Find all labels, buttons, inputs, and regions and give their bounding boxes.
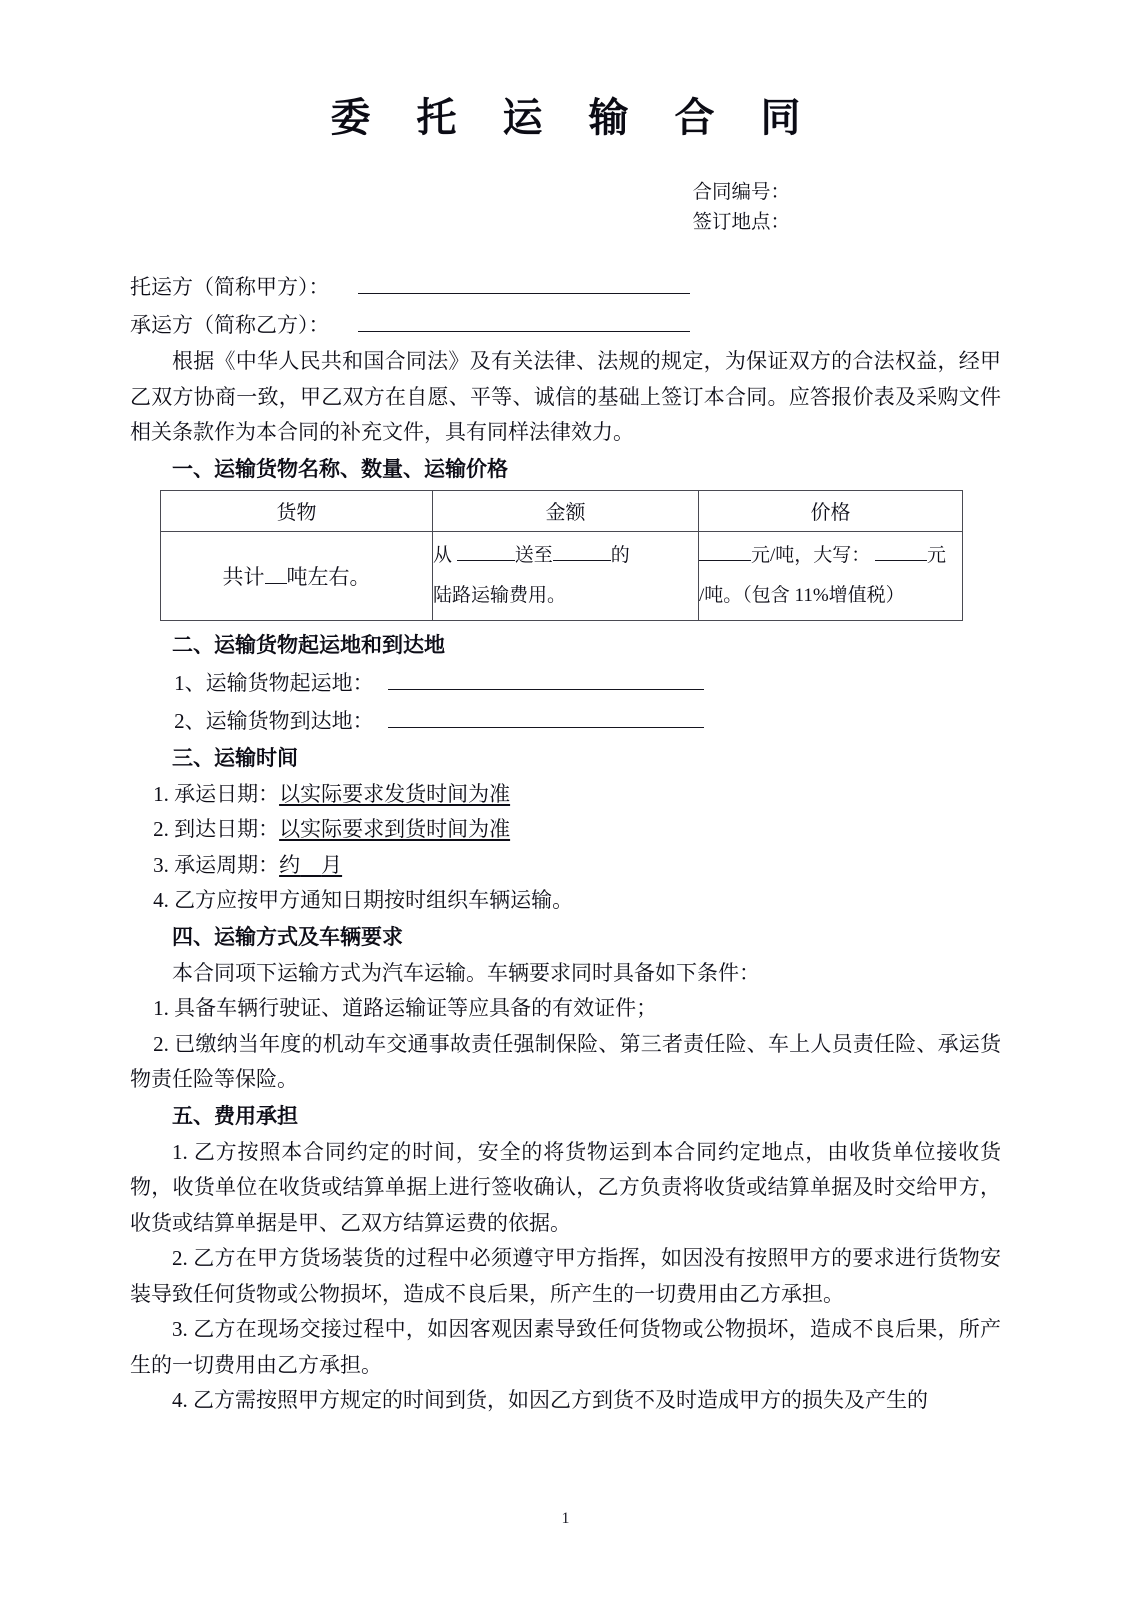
goods-quantity-blank[interactable] <box>265 583 287 584</box>
goods-table <box>160 490 963 621</box>
table-header-row <box>161 490 963 531</box>
page-number: 1 <box>561 1510 570 1527</box>
cell-price <box>699 531 963 620</box>
origin-blank-field[interactable] <box>388 666 704 689</box>
transport-date-line <box>130 777 1001 813</box>
field-line-destination <box>130 702 1001 740</box>
amount-from-text: 从 <box>433 544 453 566</box>
transport-cycle-line <box>130 848 1001 884</box>
amount-destination-blank[interactable] <box>553 560 611 561</box>
transport-item-four: 4. 乙方应按甲方通知日期按时组织车辆运输。 <box>153 888 574 912</box>
contract-number-label: 合同编号： <box>692 182 790 203</box>
party-line-carrier <box>130 306 1001 344</box>
carrier-label: 承运方（简称乙方）： <box>130 313 330 337</box>
section-heading-four: 四、运输方式及车辆要求 <box>172 924 403 949</box>
page-title: 委 托 运 输 合 同 <box>330 95 819 140</box>
column-header-amount: 金额 <box>433 490 699 531</box>
amount-tail-text: 陆路运输费用。 <box>433 584 567 606</box>
header-meta-fields <box>0 178 1131 238</box>
amount-origin-blank[interactable] <box>457 560 515 561</box>
transport-date-value: 以实际要求发货时间为准 <box>279 781 511 806</box>
section-heading-three: 三、运输时间 <box>172 745 298 770</box>
vehicle-requirement-1: 1. 具备车辆行驶证、道路运输证等应具备的有效证件； <box>153 996 658 1020</box>
section-heading-one: 一、运输货物名称、数量、运输价格 <box>172 456 508 481</box>
cell-amount <box>433 531 699 620</box>
transport-cycle-value-prefix: 约 <box>279 852 301 877</box>
transport-mode-intro: 本合同项下运输方式为汽车运输。车辆要求同时具备如下条件： <box>172 960 760 985</box>
cell-goods <box>161 531 433 620</box>
section-heading-five: 五、费用承担 <box>172 1103 298 1128</box>
cost-clause-4: 4. 乙方需按照甲方规定的时间到货，如因乙方到货不及时造成甲方的损失及产生的 <box>172 1388 928 1412</box>
amount-to-text: 送至 <box>514 544 553 566</box>
transport-cycle-blank[interactable] <box>300 853 321 877</box>
column-header-price: 价格 <box>699 490 963 531</box>
price-unit-text: 元/吨，大写： <box>751 544 871 566</box>
document-body <box>0 268 1131 1419</box>
column-header-goods: 货物 <box>161 490 433 531</box>
vehicle-requirement-2: 2. 已缴纳当年度的机动车交通事故责任强制保险、第三者责任险、车上人员责任险、承运货物责任险等保险。 <box>130 1031 1001 1091</box>
price-words-blank[interactable] <box>875 560 927 561</box>
preamble-paragraph: 根据《中华人民共和国合同法》及有关法律、法规的规定，为保证双方的合法权益，经甲乙双方协商一致，甲乙双方在自愿、平等、诚信的基础上签订本合同。应答报价表及采购文件相关条款作为本合同的补充文件，具有同样法律效力。 <box>130 349 1001 444</box>
cost-clause-1: 1. 乙方按照本合同约定的时间，安全的将货物运到本合同约定地点，由收货单位接收货物，收货单位在收货或结算单据上进行签收确认，乙方负责将收货或结算单据及时交给甲方，收货或结算单据是甲、乙双方结算运费的依据。 <box>130 1139 1001 1235</box>
goods-prefix-text: 共计 <box>222 564 265 589</box>
arrival-date-label: 2. 到达日期： <box>153 817 280 841</box>
price-figure-blank[interactable] <box>699 560 751 561</box>
destination-blank-field[interactable] <box>388 704 704 727</box>
goods-suffix-text: 吨左右。 <box>286 564 371 589</box>
carrier-blank-field[interactable] <box>358 309 690 332</box>
shipper-label: 托运方（简称甲方）： <box>130 275 330 299</box>
price-yuan-text: 元 <box>927 544 947 566</box>
field-line-origin <box>130 664 1001 702</box>
destination-label: 2、运输货物到达地： <box>174 708 374 733</box>
arrival-date-value: 以实际要求到货时间为准 <box>279 817 511 841</box>
transport-cycle-label: 3. 承运周期： <box>153 852 280 877</box>
party-line-shipper <box>130 268 1001 306</box>
table-row <box>161 531 963 620</box>
cost-clause-2: 2. 乙方在甲方货场装货的过程中必须遵守甲方指挥，如因没有按照甲方的要求进行货物安装导致任何货物或公物损坏，造成不良后果，所产生的一切费用由乙方承担。 <box>130 1246 1001 1306</box>
transport-cycle-value-suffix: 月 <box>321 852 343 877</box>
origin-label: 1、运输货物起运地： <box>174 670 374 695</box>
transport-date-label: 1. 承运日期： <box>153 781 280 806</box>
amount-de-text: 的 <box>610 544 630 566</box>
section-heading-two: 二、运输货物起运地和到达地 <box>172 632 445 657</box>
arrival-date-line <box>130 812 1001 848</box>
cost-clause-3: 3. 乙方在现场交接过程中，如因客观因素导致任何货物或公物损坏，造成不良后果，所产生的一切费用由乙方承担。 <box>130 1317 1001 1377</box>
shipper-blank-field[interactable] <box>358 271 690 294</box>
price-tax-text: /吨。（包含 11%增值税） <box>699 584 905 606</box>
signing-place-label: 签订地点： <box>692 212 790 233</box>
